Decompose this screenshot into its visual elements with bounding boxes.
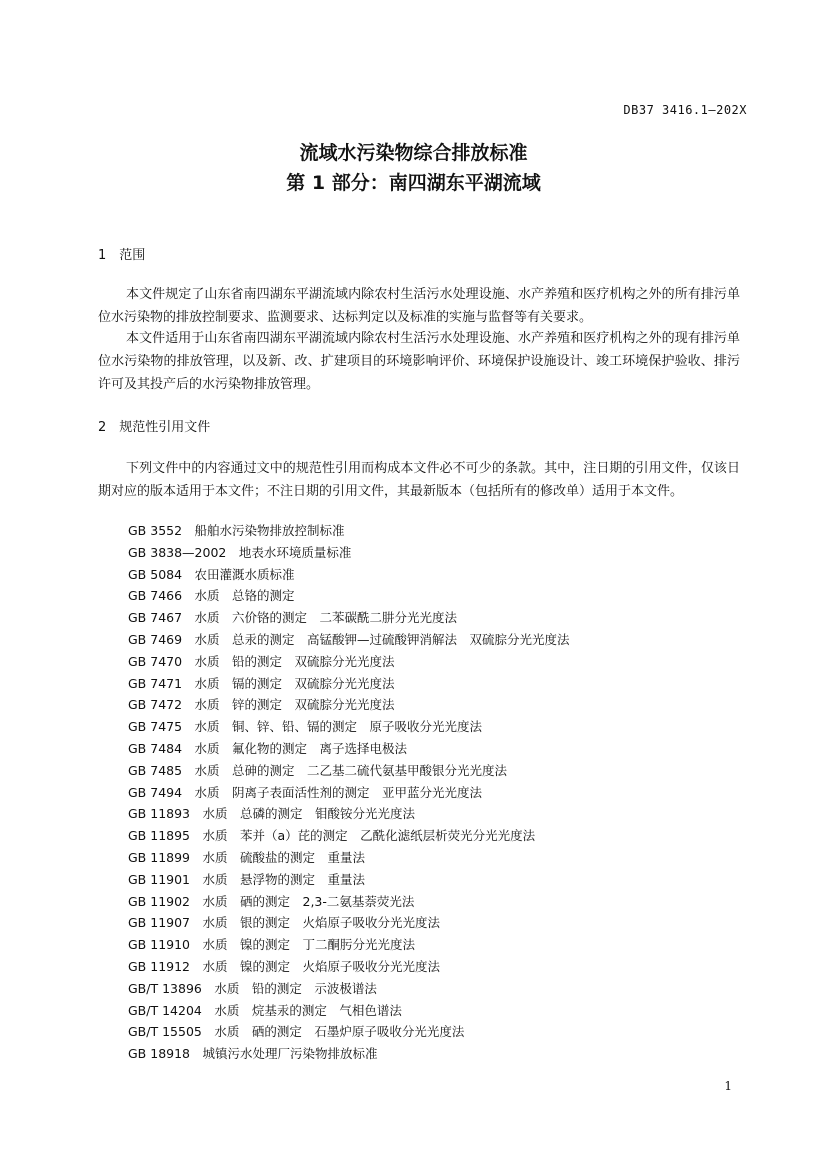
reference-item: GB 7475 水质 铜、锌、铅、镉的测定 原子吸收分光光度法 — [128, 719, 483, 735]
reference-item: GB 7467 水质 六价铬的测定 二苯碳酰二肼分光光度法 — [128, 610, 458, 626]
reference-item: GB 11901 水质 悬浮物的测定 重量法 — [128, 871, 366, 887]
reference-item: GB 11899 水质 硫酸盐的测定 重量法 — [128, 849, 366, 865]
document-title — [0, 138, 827, 198]
reference-item: GB 11910 水质 镍的测定 丁二酮肟分光光度法 — [128, 937, 416, 953]
reference-item: GB 11912 水质 镍的测定 火焰原子吸收分光光度法 — [128, 958, 441, 974]
reference-item: GB 7470 水质 铅的测定 双硫腙分光光度法 — [128, 653, 395, 669]
reference-item: GB/T 13896 水质 铅的测定 示波极谱法 — [128, 980, 377, 996]
document-number: DB37 3416.1—202X — [623, 103, 747, 117]
title-line-1: 流域水污染物综合排放标准 — [299, 142, 528, 164]
reference-item: GB 7469 水质 总汞的测定 高锰酸钾—过硫酸钾消解法 双硫腙分光光度法 — [128, 631, 570, 647]
reference-item: GB/T 15505 水质 硒的测定 石墨炉原子吸收分光光度法 — [128, 1024, 465, 1040]
reference-item: GB 11907 水质 银的测定 火焰原子吸收分光光度法 — [128, 915, 441, 931]
reference-item: GB/T 14204 水质 烷基汞的测定 气相色谱法 — [128, 1002, 402, 1018]
reference-item: GB 11902 水质 硒的测定 2,3-二氨基萘荧光法 — [128, 893, 415, 909]
reference-item: GB 7485 水质 总砷的测定 二乙基二硫代氨基甲酸银分光光度法 — [128, 762, 508, 778]
reference-item: GB 7494 水质 阴离子表面活性剂的测定 亚甲蓝分光光度法 — [128, 784, 483, 800]
title-line-2: 第 1 部分：南四湖东平湖流域 — [286, 172, 541, 194]
reference-item: GB 7472 水质 锌的测定 双硫腙分光光度法 — [128, 697, 395, 713]
reference-item: GB 7484 水质 氟化物的测定 离子选择电极法 — [128, 740, 408, 756]
reference-item: GB 5084 农田灌溉水质标准 — [128, 566, 295, 582]
reference-item: GB 11893 水质 总磷的测定 钼酸铵分光光度法 — [128, 806, 416, 822]
section-heading-references: 2 规范性引用文件 — [98, 420, 211, 435]
reference-item: GB 3838—2002 地表水环境质量标准 — [128, 544, 352, 560]
reference-item: GB 7466 水质 总铬的测定 — [128, 588, 295, 604]
reference-item: GB 3552 船舶水污染物排放控制标准 — [128, 523, 345, 538]
reference-item: GB 7471 水质 镉的测定 双硫腙分光光度法 — [128, 675, 395, 691]
reference-item: GB 11895 水质 苯并（a）芘的测定 乙酰化滤纸层析荧光分光光度法 — [128, 828, 536, 844]
section-heading-scope: 1 范围 — [98, 248, 146, 263]
reference-item: GB 18918 城镇污水处理厂污染物排放标准 — [128, 1046, 378, 1062]
scope-paragraph-2: 本文件适用于山东省南四湖东平湖流域内除农村生活污水处理设施、水产养殖和医疗机构之外的现有排污单位水污染物的排放管理，以及新、改、扩建项目的环境影响评价、环境保护设施设计、竣工环境保护验收、排污许可及其投产后的水污染物排放管理。 — [98, 331, 740, 392]
references-intro: 下列文件中的内容通过文中的规范性引用而构成本文件必不可少的条款。其中，注日期的引用文件，仅该日期对应的版本适用于本文件；不注日期的引用文件，其最新版本（包括所有的修改单）适用于本文件。 — [98, 461, 740, 499]
reference-list — [128, 520, 570, 1065]
scope-paragraph-1: 本文件规定了山东省南四湖东平湖流域内除农村生活污水处理设施、水产养殖和医疗机构之外的所有排污单位水污染物的排放控制要求、监测要求、达标判定以及标准的实施与监督等有关要求。 — [98, 287, 740, 325]
page-number: 1 — [724, 1079, 732, 1093]
